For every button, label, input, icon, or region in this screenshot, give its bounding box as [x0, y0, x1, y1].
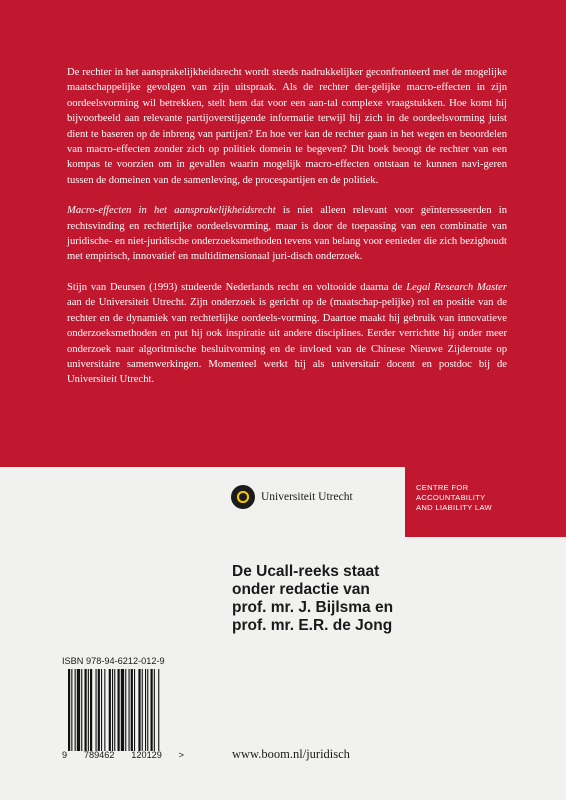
ucall-logo-block: [405, 467, 566, 537]
barcode-digit-group-1: 789462: [83, 750, 115, 760]
barcode-bar: [90, 669, 92, 751]
barcode-bar: [112, 669, 113, 751]
barcode-bar: [114, 669, 115, 751]
barcode-bar: [98, 669, 100, 751]
barcode-bar: [131, 669, 133, 751]
barcode-bar: [85, 669, 87, 751]
blurb-paragraph-author: [67, 280, 507, 388]
barcode-bar: [109, 669, 111, 751]
barcode-bars: [62, 669, 184, 751]
barcode-bar: [129, 669, 130, 751]
barcode-digit-end: >: [178, 750, 184, 760]
back-cover-blurb: [67, 65, 507, 403]
universiteit-utrecht-logo: [231, 485, 353, 509]
series-line-1: De Ucall-reeks staat: [232, 563, 380, 580]
barcode-bar: [125, 669, 126, 751]
series-line-4: prof. mr. E.R. de Jong: [232, 617, 393, 634]
author-text-b: aan de Universiteit Utrecht. Zijn onderzoek is gericht op de (maatschap-pelijke) rol en positie van de rechter en de dynamiek van rechterlijke oordeels-vorming. Daartoe maakt hij gebruik van innovatieve onderzoeksmethoden en put hij ook inspiratie uit andere disciplines. Eerder verrichtte hij onder meer onderzoek naar algoritmische besluitvorming en de invloed van de Chinese Nieuwe Zijderoute op universitaire samenwerkingen. Momenteel werkt hij als universitair docent en postdoc bij de Universiteit Utrecht.: [67, 297, 507, 386]
barcode-digits: [62, 750, 184, 760]
blurb-paragraph-intro: De rechter in het aansprakelijkheidsrecht wordt steeds nadrukkelijker geconfronteerd met de mogelijke maatschappelijke gevolgen van zijn uitspraak. Als de rechter der-gelijke macro-effecten in zijn oordeelsvorming wil betrekken, stelt hem dat voor een aan-tal complexe vraagstukken. Hoe komt hij bijvoorbeeld aan relevante partijoverstijgende informatie terwijl hij zich in de oordeelsvorming juist dient te baseren op de inbreng van partijen? En hoe ver kan de rechter gaan in het wegen en beoordelen van macro-effecten zonder zich op politiek domein te begeven? Dit boek beoogt de rechter van een kompas te voorzien om in gevallen waarin mogelijk macro-effecten ontstaan te kunnen navi-geren tussen de domeinen van de samenleving, de procespartijen en de politiek.: [67, 67, 507, 186]
barcode-bar: [147, 669, 148, 751]
legal-research-master-italic: Legal Research Master: [406, 281, 508, 293]
barcode-bar: [145, 669, 146, 751]
isbn-barcode: [62, 656, 184, 766]
isbn-label: ISBN 978-94-6212-012-9: [62, 656, 165, 666]
ucall-line-3: AND LIABILITY LAW: [416, 503, 492, 513]
ucall-logo-text: [416, 483, 492, 514]
barcode-bar: [75, 669, 76, 751]
barcode-bar: [71, 669, 72, 751]
barcode-digit-group-2: 120129: [131, 750, 162, 760]
ucall-line-1: CENTRE FOR: [416, 483, 469, 492]
university-name: Universiteit Utrecht: [261, 491, 353, 503]
series-editors-statement: [232, 563, 532, 635]
book-title-italic: Macro-effecten in het aansprakelijkheidsrecht: [67, 205, 276, 217]
barcode-bar: [81, 669, 82, 751]
barcode-bar: [88, 669, 89, 751]
barcode-bar: [68, 669, 70, 751]
barcode-bar: [154, 669, 155, 751]
barcode-bar: [138, 669, 140, 751]
barcode-digit-first: 9: [62, 750, 68, 760]
barcode-bar: [101, 669, 102, 751]
barcode-bar: [121, 669, 124, 751]
blurb-paragraph-relevance: [67, 203, 507, 265]
series-line-2: onder redactie van: [232, 581, 370, 598]
barcode-bar: [77, 669, 80, 751]
author-text-a: Stijn van Deursen (1993) studeerde Nederlands recht en voltooide daarna de: [67, 281, 407, 293]
ucall-line-2: ACCOUNTABILITY: [416, 493, 486, 503]
barcode-bar: [134, 669, 135, 751]
publisher-url: www.boom.nl/juridisch: [232, 747, 350, 761]
barcode-bar: [158, 669, 159, 751]
barcode-bar: [118, 669, 120, 751]
barcode-bar: [96, 669, 97, 751]
blurb-relevance-text: is niet alleen relevant voor geïnteresseerden in rechtsvinding en rechterlijke oordeelsvorming, maar is door de toepassing van een combinatie van juridische- en niet-juridische onderzoeksmethoden tevens van belang voor eenieder die zich bezighoudt met empirisch, innovatief en multidimensionaal juri-disch onderzoek.: [67, 205, 508, 263]
series-line-3: prof. mr. J. Bijlsma en: [232, 599, 394, 616]
barcode-bar: [142, 669, 143, 751]
barcode-bar: [151, 669, 153, 751]
university-seal-icon: [231, 485, 255, 509]
barcode-bar: [104, 669, 105, 751]
